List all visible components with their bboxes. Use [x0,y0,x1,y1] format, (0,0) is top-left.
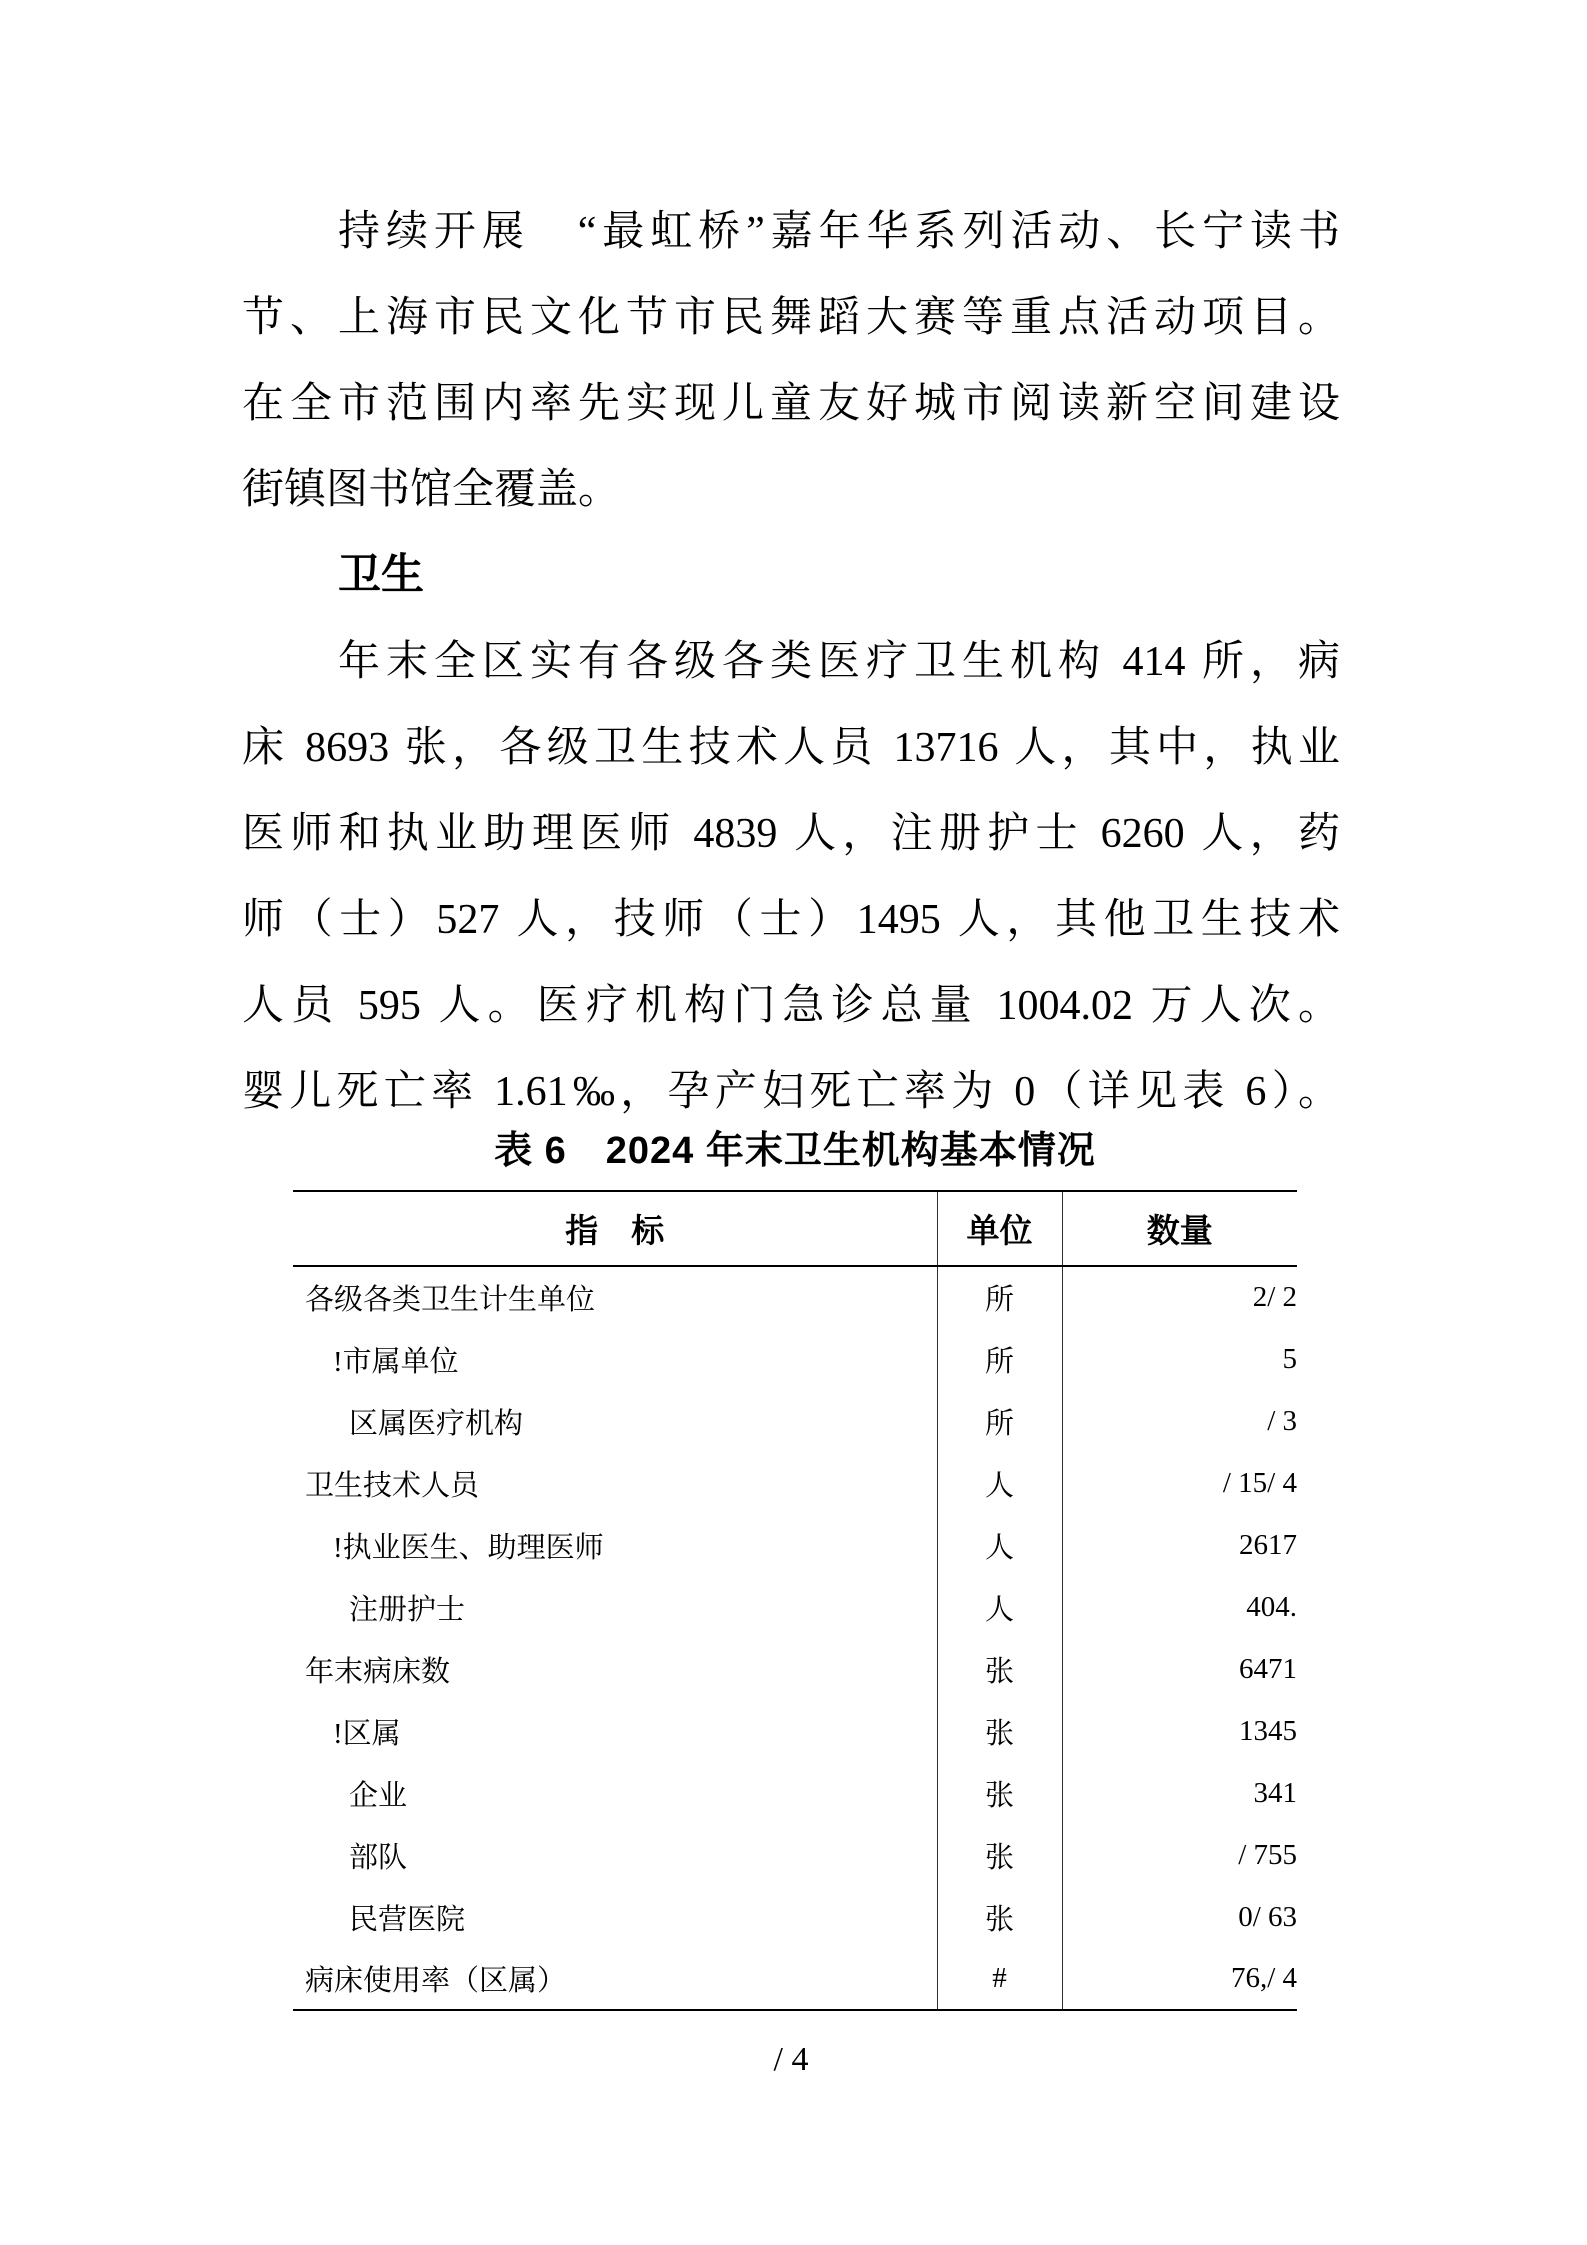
table-row [293,1762,1297,1824]
text-line: 节、上海市民文化节市民舞蹈大赛等重点活动项目。 [242,295,1340,341]
value-cell: / 15/ 4 [1222,1466,1297,1499]
unit-cell: 所 [937,1266,1062,1328]
col-header-unit: 单位 [937,1191,1062,1266]
paragraph-culture [242,189,1340,533]
indicator-cell: !区属 [333,1717,401,1750]
unit-cell: 张 [937,1700,1062,1762]
text-line: 持续开展 “最虹桥”嘉年华系列活动、长宁读书 [338,209,1340,255]
unit-cell: 张 [937,1824,1062,1886]
value-cell: 6471 [1239,1652,1297,1685]
text-line: 年末全区实有各级各类医疗卫生机构 414 所，病 [338,639,1340,685]
indicator-cell: 民营医院 [349,1903,466,1936]
table-row [293,1638,1297,1700]
col-header-quantity: 数量 [1146,1212,1213,1249]
health-stats-table [293,1190,1297,2011]
unit-cell: 张 [937,1886,1062,1948]
table-row [293,1452,1297,1514]
paragraph-health-stats [242,619,1340,1135]
table-row [293,1514,1297,1576]
indicator-cell: 区属医疗机构 [349,1407,524,1440]
unit-cell: 所 [937,1390,1062,1452]
section-heading-health: 卫生 [338,552,424,599]
unit-cell: 张 [937,1762,1062,1824]
indicator-cell: 部队 [349,1841,408,1874]
value-cell: 341 [1253,1776,1297,1809]
text-line: 师（士）527 人，技师（士）1495 人，其他卫生技术 [242,897,1340,943]
indicator-cell: 卫生技术人员 [305,1469,480,1502]
unit-cell: 所 [937,1328,1062,1390]
table-row [293,1700,1297,1762]
indicator-cell: 年末病床数 [305,1655,451,1688]
col-header-indicator: 指 标 [565,1212,665,1249]
indicator-cell: 各级各类卫生计生单位 [305,1284,596,1316]
value-cell: 5 [1282,1342,1297,1375]
table-title: 表 6 2024 年末卫生机构基本情况 [494,1130,1096,1172]
table-row [293,1886,1297,1948]
text-line: 街镇图书馆全覆盖。 [242,467,621,513]
table-row [293,1328,1297,1390]
table-row [293,1948,1297,2010]
table-header-row [293,1191,1297,1266]
value-cell: / 755 [1238,1838,1297,1871]
value-cell: 2617 [1239,1528,1297,1561]
value-cell: 2/ 2 [1252,1281,1297,1313]
value-cell: 1345 [1239,1714,1297,1747]
text-line: 婴儿死亡率 1.61‰，孕产妇死亡率为 0（详见表 6）。 [242,1069,1340,1115]
text-line: 人员 595 人。医疗机构门急诊总量 1004.02 万人次。 [242,983,1340,1029]
unit-cell: 人 [937,1452,1062,1514]
value-cell: / 3 [1267,1404,1297,1437]
text-line: 医师和执业助理医师 4839 人，注册护士 6260 人，药 [242,811,1340,857]
value-cell: 76,/ 4 [1230,1962,1297,1994]
page-number: / 4 [773,2041,809,2078]
unit-cell: # [937,1948,1062,2010]
indicator-cell: 病床使用率（区属） [305,1965,567,1997]
table-row [293,1576,1297,1638]
table-row [293,1390,1297,1452]
table-row [293,1266,1297,1328]
indicator-cell: 企业 [349,1779,408,1812]
unit-cell: 人 [937,1576,1062,1638]
indicator-cell: 注册护士 [349,1593,466,1626]
table-row [293,1824,1297,1886]
unit-cell: 张 [937,1638,1062,1700]
indicator-cell: !市属单位 [333,1345,459,1378]
value-cell: 404. [1246,1590,1297,1623]
indicator-cell: !执业医生、助理医师 [333,1531,604,1564]
unit-cell: 人 [937,1514,1062,1576]
text-line: 床 8693 张，各级卫生技术人员 13716 人，其中，执业 [242,725,1340,771]
value-cell: 0/ 63 [1238,1900,1297,1933]
text-line: 在全市范围内率先实现儿童友好城市阅读新空间建设 [242,381,1340,427]
